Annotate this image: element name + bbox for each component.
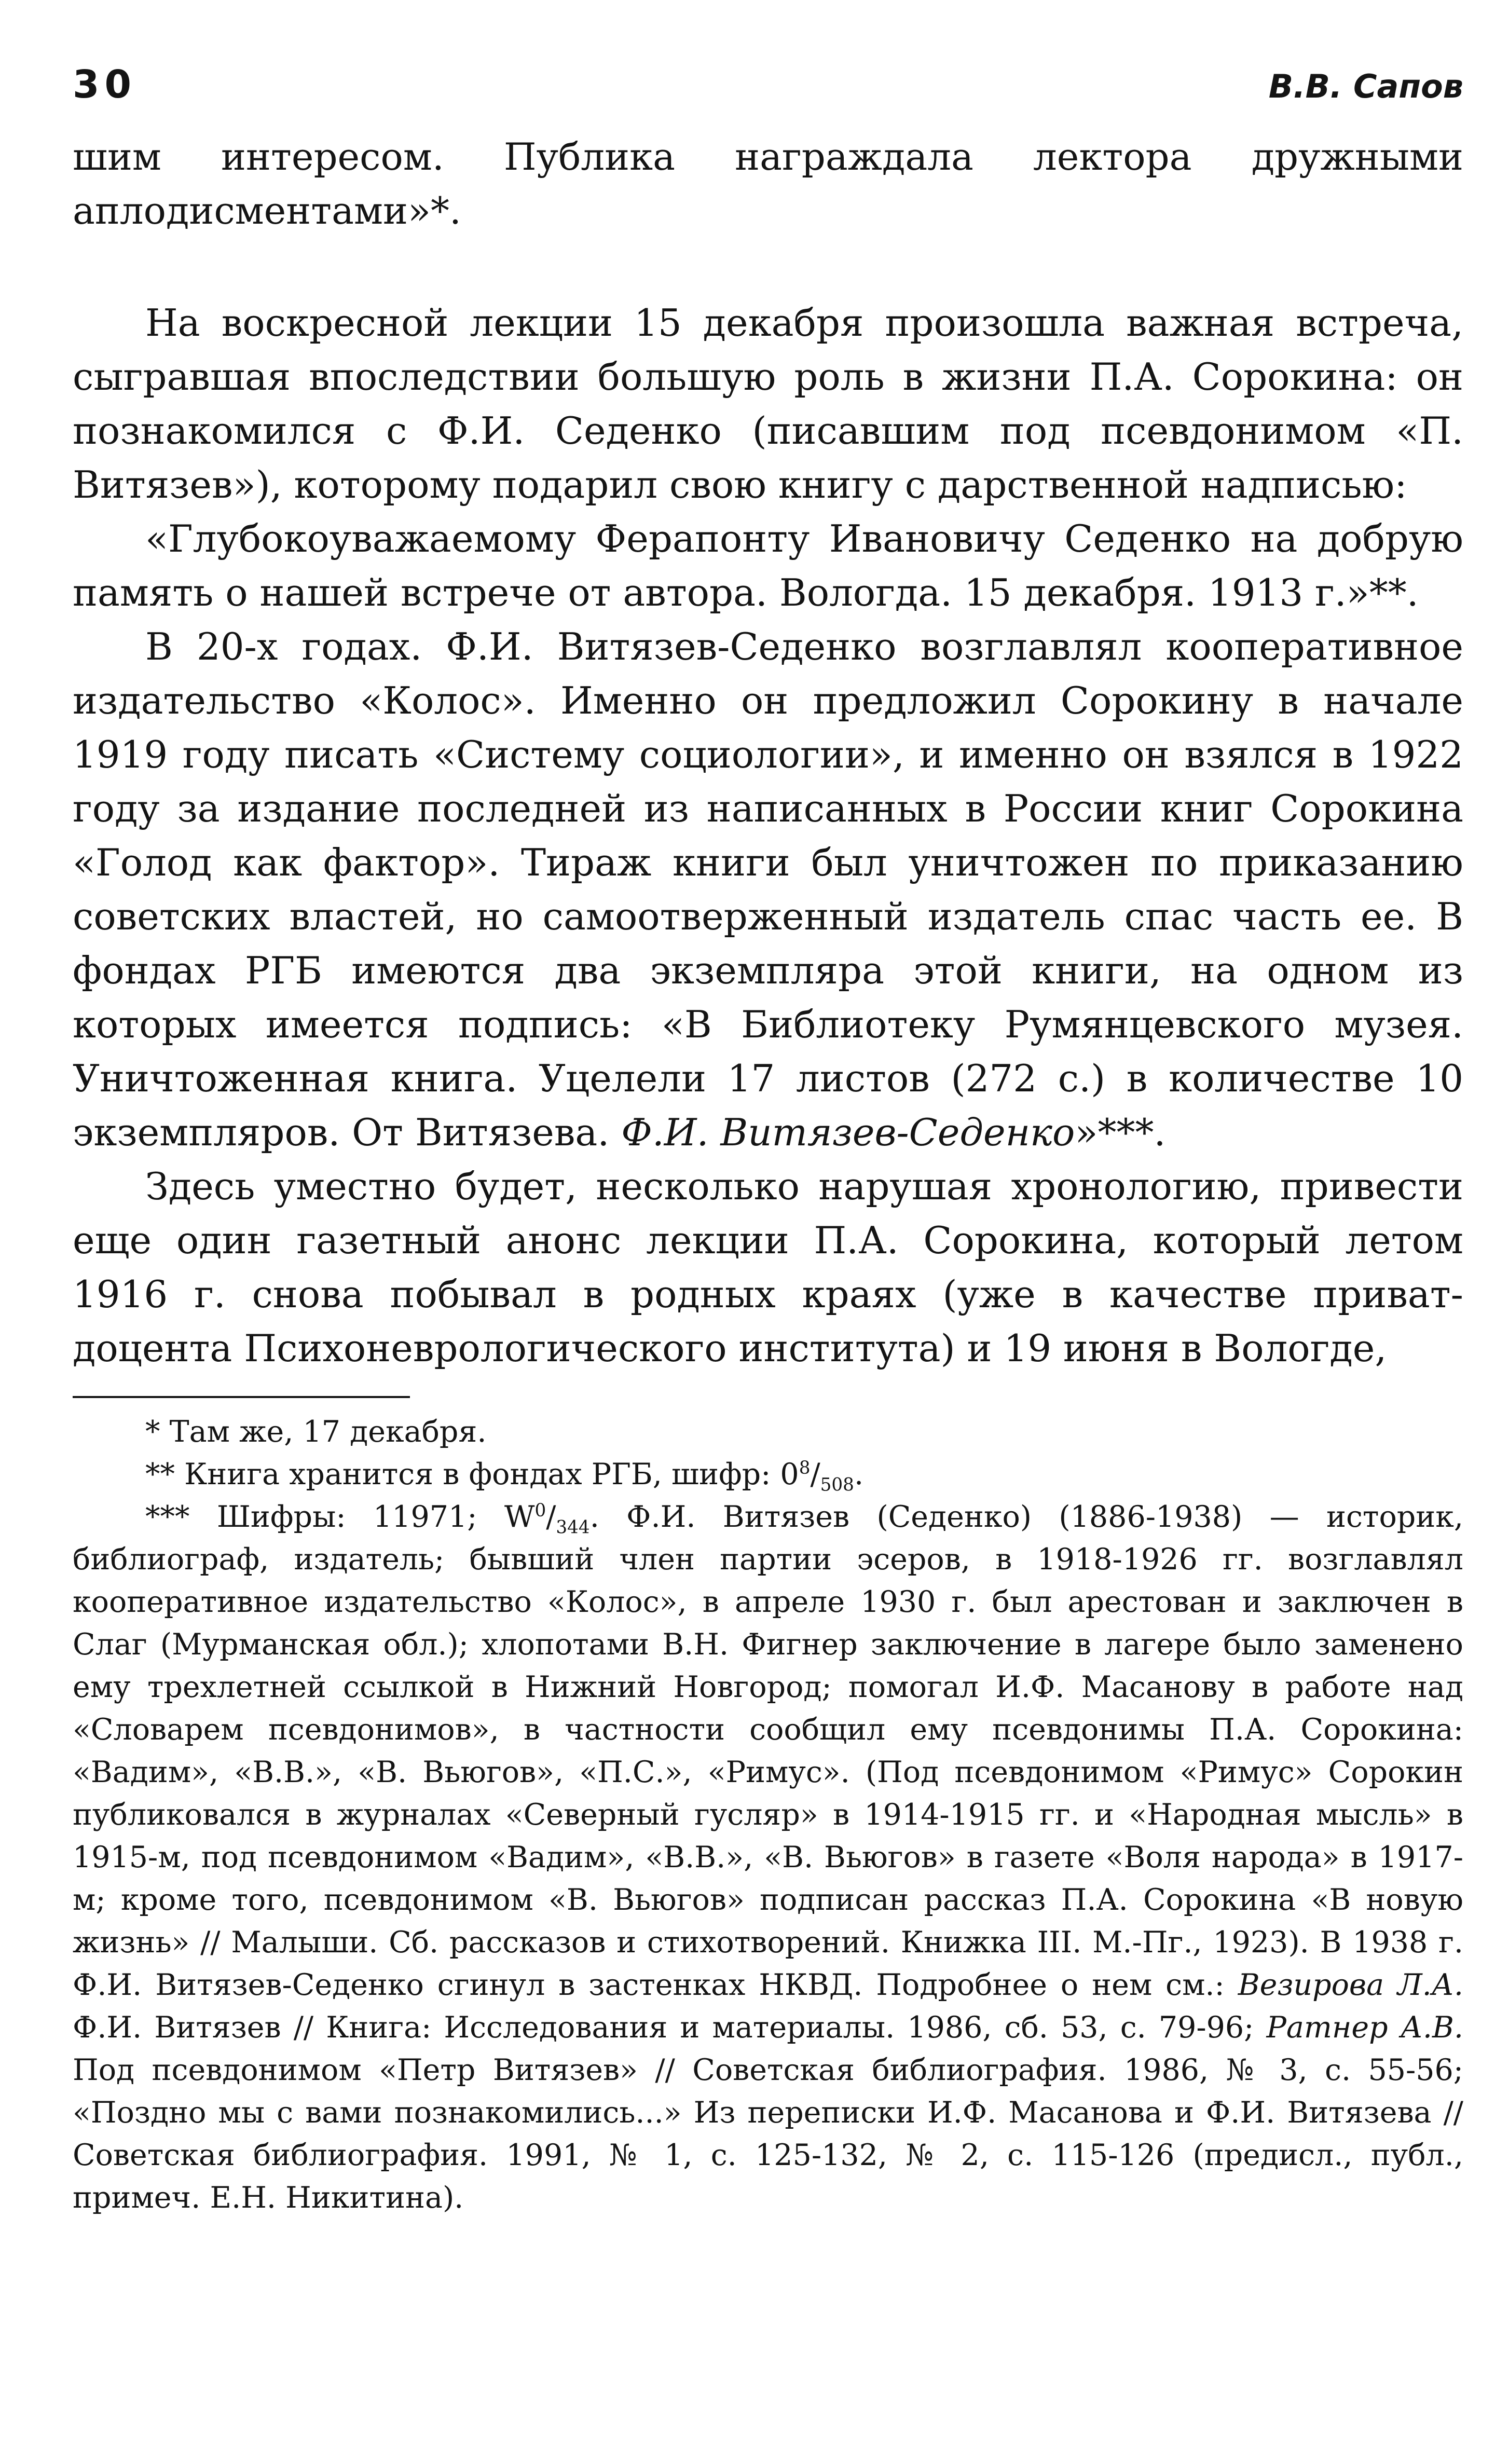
footnote-3-author-2: Ратнер А.В.	[1266, 2010, 1464, 2045]
paragraph-meeting: На воскресной лекции 15 декабря произошла важная встреча, сыгравшая впоследствии большую роль в жизни П.А. Сорокина: он познакомился с Ф.И. Седенко (писавшим под псевдонимом «П. Витязев»), которому подарил свою книгу с дарственной надписью:	[73, 301, 1463, 507]
footnote-2-text: ** Книга хранится в фондах РГБ, шифр: 0	[145, 1457, 799, 1491]
footnote-1: * Там же, 17 декабря.	[145, 1415, 487, 1449]
page-header	[73, 62, 1463, 130]
footnote-3-ref-1: Ф.И. Витязев // Книга: Исследования и материалы. 1986, сб. 53, с. 79-96;	[73, 2010, 1254, 2045]
footnote-3-slash: /	[546, 1500, 556, 1534]
footnotes	[73, 1411, 1463, 2219]
footnote-3	[73, 1496, 1463, 2219]
footnote-2-sub: 508	[820, 1474, 854, 1496]
page-number: 30	[73, 62, 136, 107]
main-text	[73, 130, 1463, 1375]
footnote-3-ref-2: Под псевдонимом «Петр Витязев» // Советская библиография. 1986, № 3, с. 55-56; «Поздно мы с вами познакомились...» Из переписки И.Ф. Масанова и Ф.И. Витязева // Советская библиография. 1991, № 1, с. 125-132, № 2, с. 115-126 (предисл., публ., примеч. Е.Н. Никитина).	[73, 2053, 1463, 2215]
footnote-3-author-1: Везирова Л.А.	[1238, 1968, 1463, 2002]
footnote-2	[73, 1453, 1463, 1496]
paragraph-announcement: Здесь уместно будет, несколько нарушая хронологию, привести еще один газетный анонс лекции П.А. Сорокина, который летом 1916 г. снова побывал в родных краях (уже в качестве приват-доцента Психоневрологического института) и 19 июня в Вологде,	[73, 1165, 1463, 1370]
book-page	[73, 62, 1463, 2219]
footnote-2-slash: /	[810, 1457, 820, 1491]
footnote-3-sup: 0	[534, 1500, 546, 1521]
footnote-2-end: .	[854, 1457, 864, 1491]
publisher-text: В 20-х годах. Ф.И. Витязев-Седенко возглавлял кооперативное издательство «Колос». Именно он предложил Сорокину в начале 1919 году писать «Систему социологии», и именно он взялся в 1922 году за издание последней из написанных в России книг Сорокина «Голод как фактор». Тираж книги был уничтожен по приказанию советских властей, но самоотверженный издатель спас часть ее. В фондах РГБ имеются два экземпляра этой книги, на одном из которых имеется подпись: «В Библиотеку Румянцевского музея. Уничтоженная книга. Уцелели 17 листов (272 с.) в количестве 10 экземпляров. От Витязева.	[73, 625, 1463, 1154]
running-head-author: В.В. Сапов	[1268, 67, 1463, 105]
footnote-3-text: *** Шифры: 11971; W	[145, 1500, 535, 1534]
paragraph-publisher	[73, 620, 1463, 1159]
footnote-3-sub: 344	[556, 1517, 590, 1538]
footnote-2-sup: 8	[799, 1458, 811, 1479]
paragraph-continuation: шим интересом. Публика награждала лектора дружными аплодисментами»*.	[73, 135, 1463, 232]
signature-italic: Ф.И. Витязев-Седенко	[621, 1111, 1075, 1154]
footnote-divider	[73, 1396, 410, 1398]
footnote-3-body: . Ф.И. Витязев (Седенко) (1886-1938) — историк, библиограф, издатель; бывший член партии эсеров, в 1918-1926 гг. возглавлял кооперативное издательство «Колос», в апреле 1930 г. был арестован и заключен в Слаг (Мурманская обл.); хлопотами В.Н. Фигнер заключение в лагере было заменено ему трехлетней ссылкой в Нижний Новгород; помогал И.Ф. Масанову в работе над «Словарем псевдонимов», в частности сообщил ему псевдонимы П.А. Сорокина: «Вадим», «В.В.», «В. Вьюгов», «П.С.», «Римус». (Под псевдонимом «Римус» Сорокин публиковался в журналах «Северный гусляр» в 1914-1915 гг. и «Народная мысль» в 1915-м, под псевдонимом «Вадим», «В.В.», «В. Вьюгов» в газете «Воля народа» в 1917-м; кроме того, псевдонимом «В. Вьюгов» подписан рассказ П.А. Сорокина «В новую жизнь» // Малыши. Сб. рассказов и стихотворений. Книжка III. М.-Пг., 1923). В 1938 г. Ф.И. Витязев-Седенко сгинул в застенках НКВД. Подробнее о нем см.:	[73, 1500, 1463, 2002]
paragraph-inscription: «Глубокоуважаемому Ферапонту Ивановичу Седенко на добрую память о нашей встрече от автора. Вологда. 15 декабря. 1913 г.»**.	[73, 517, 1463, 614]
publisher-text-end: »***.	[1075, 1111, 1166, 1154]
